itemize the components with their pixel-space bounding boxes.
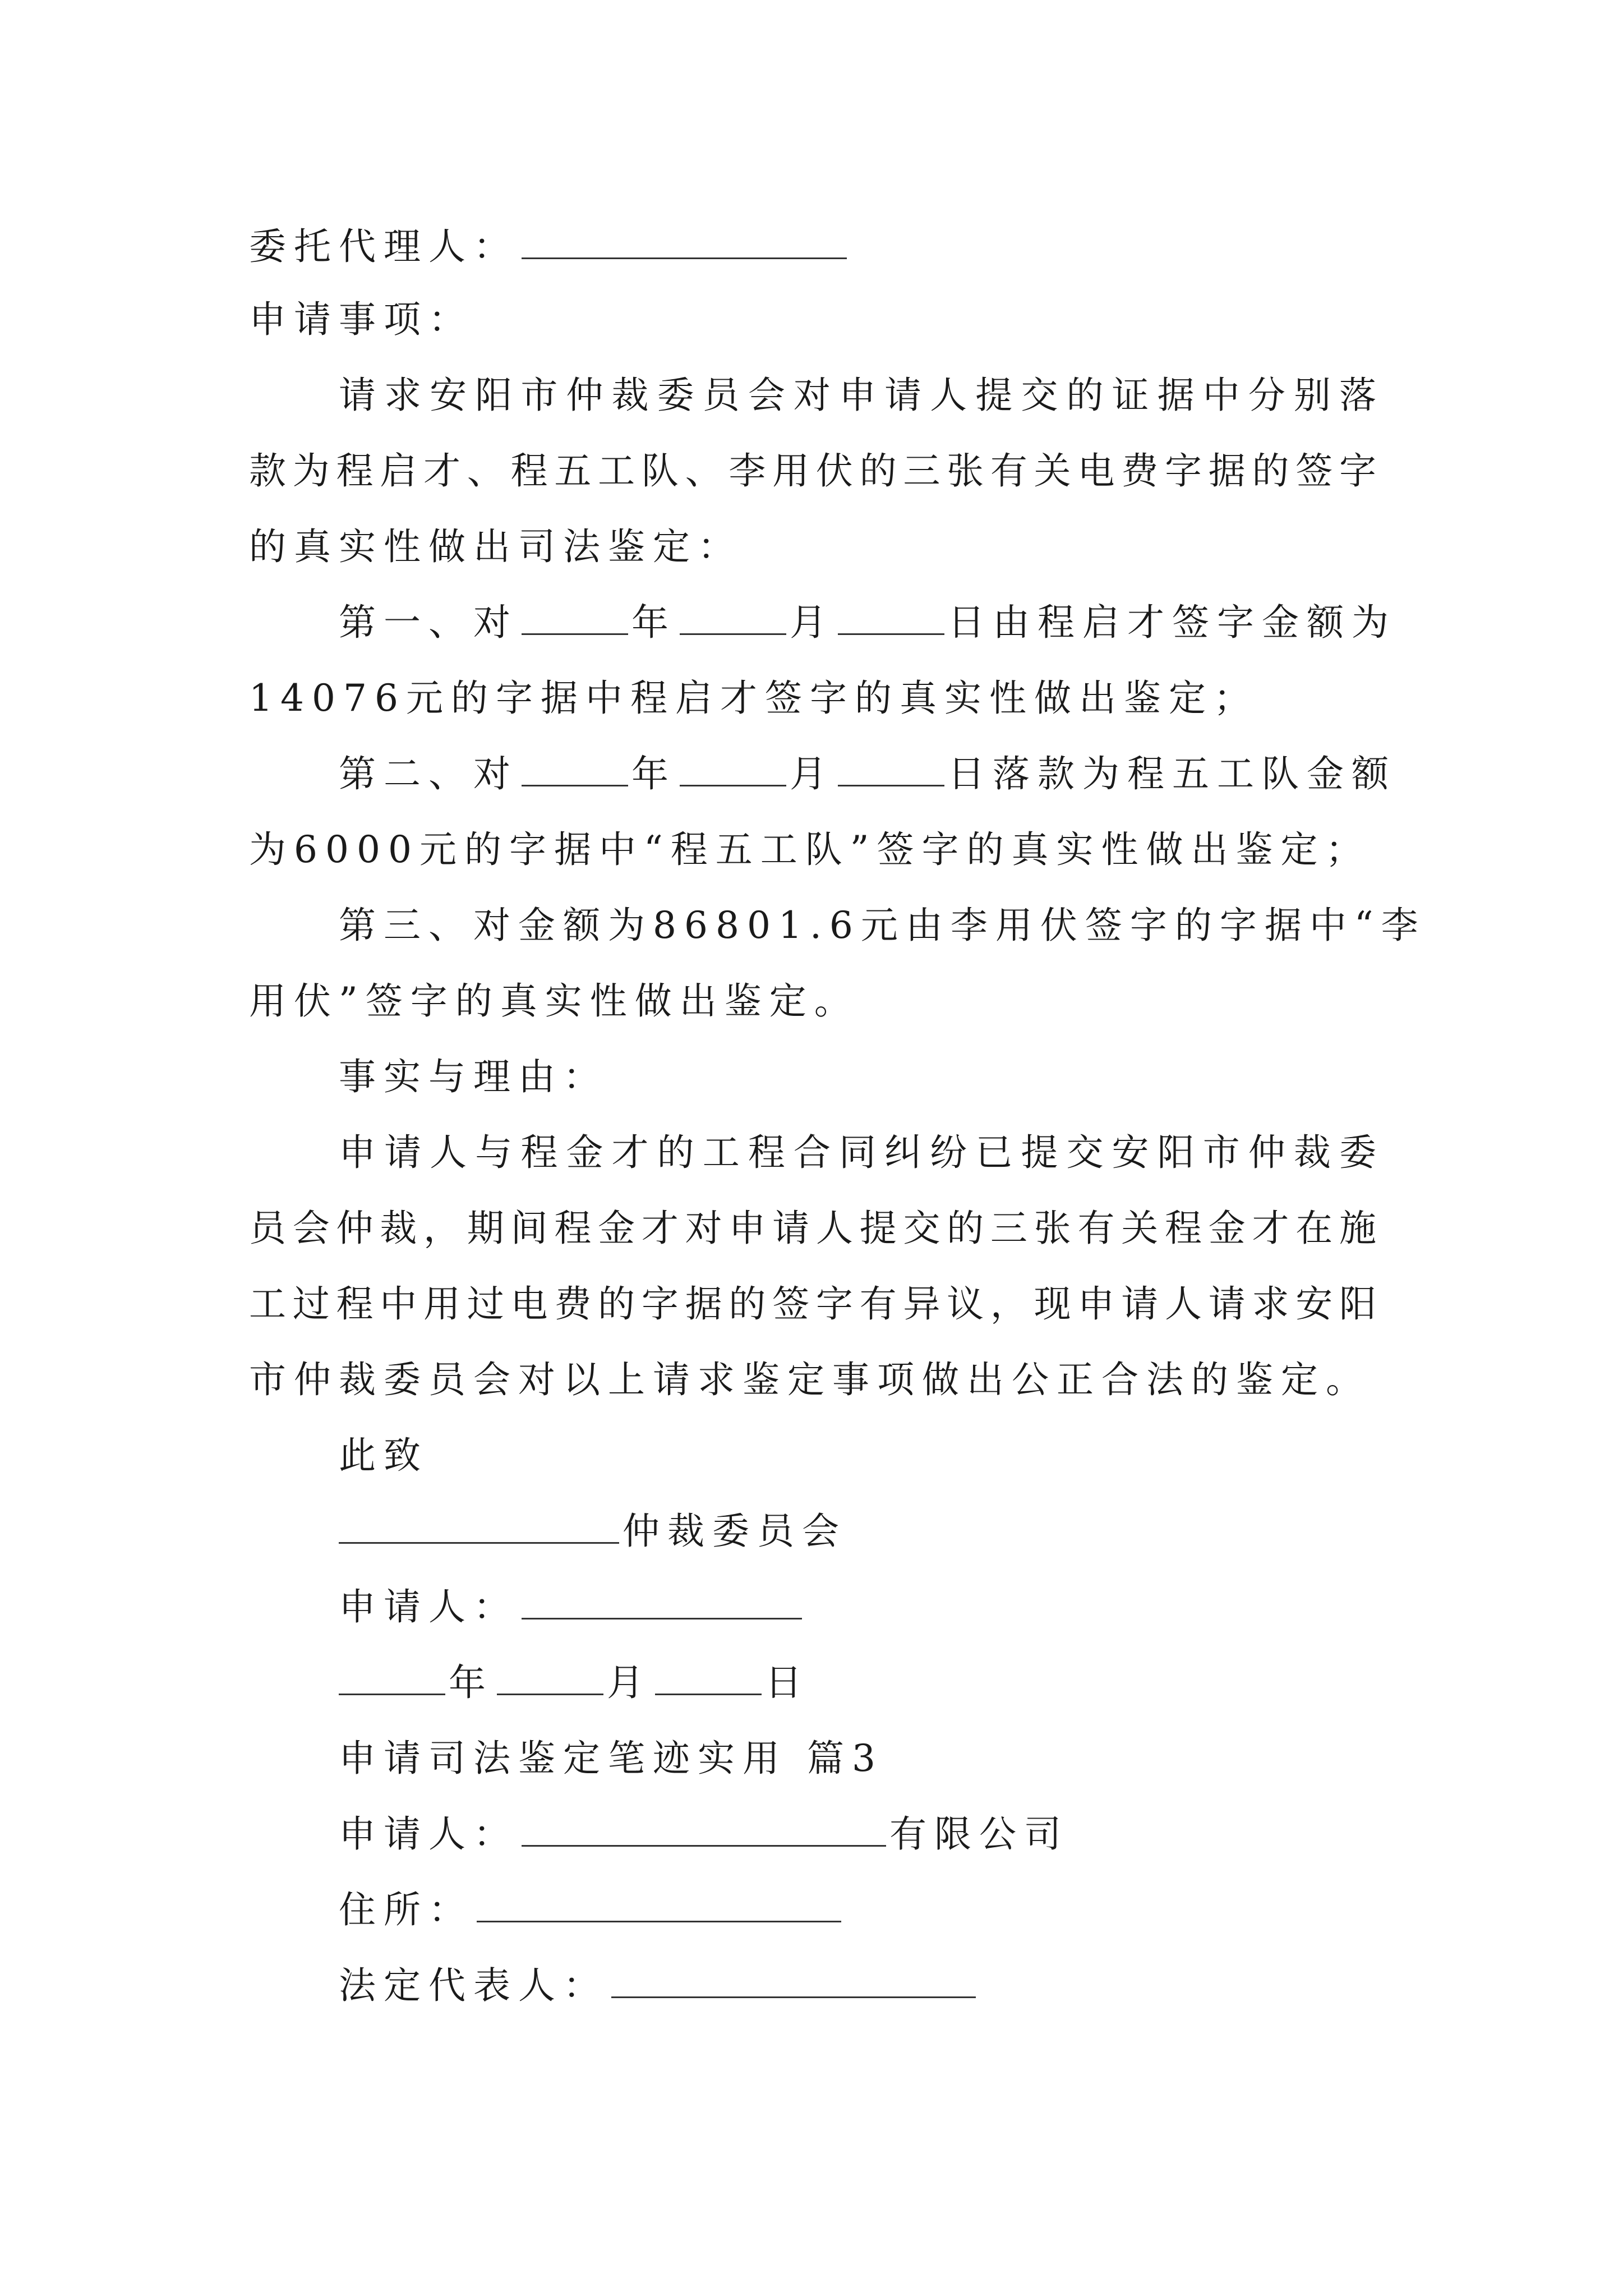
date-year-blank [339,1661,445,1695]
request-para-line-2: 款为程启才、程五工队、李用伏的三张有关电费字据的签字 [249,449,1376,493]
facts-para-line-3: 工过程中用过电费的字据的签字有异议，现申请人请求安阳 [249,1282,1376,1326]
request-para-line-1: 请求安阳市仲裁委员会对申请人提交的证据中分别落 [339,374,1376,417]
item2-month-blank [680,752,786,786]
date-day: 日 [765,1661,810,1704]
legal-rep-label: 法定代表人： [339,1964,608,2007]
facts-para-line-2: 员会仲裁，期间程金才对申请人提交的三张有关程金才在施 [249,1207,1376,1250]
date-year: 年 [449,1661,494,1704]
item1-line-2: 14076元的字据中程启才签字的真实性做出鉴定； [249,677,1258,720]
committee-suffix: 仲裁委员会 [623,1510,847,1553]
address-label: 住所： [339,1888,473,1931]
item2-year: 年 [631,752,676,795]
agent-blank [522,225,847,259]
item1-suffix: 日由程启才签字金额为 [948,601,1396,644]
item1-month-blank [680,601,786,635]
applicant-blank [522,1585,802,1619]
facts-para-line-1: 申请人与程金才的工程合同纠纷已提交安阳市仲裁委 [339,1131,1376,1174]
applicant2-line [339,1812,1466,1857]
item1-year-blank [522,601,628,635]
applicant2-blank [522,1812,886,1847]
agent-label: 委托代理人： [249,225,518,268]
item1-month: 月 [790,601,834,644]
request-para-line-3: 的真实性做出司法鉴定： [249,525,743,568]
item2-day-blank [838,752,944,786]
item2-year-blank [522,752,628,786]
date-month-blank [497,1661,603,1695]
item2-suffix: 日落款为程五工队金额 [948,752,1396,795]
date-day-blank [655,1661,762,1695]
item2-month: 月 [790,752,834,795]
item1-line-1 [339,600,1466,645]
applicant-label: 申请人： [339,1585,518,1628]
item1-day-blank [838,601,944,635]
legal-rep-blank [611,1964,976,1998]
item2-prefix: 第二、对 [339,752,518,795]
item2-line-2: 为6000元的字据中“程五工队”签字的真实性做出鉴定； [249,828,1371,871]
company-suffix: 有限公司 [889,1812,1069,1856]
item1-prefix: 第一、对 [339,601,518,644]
facts-heading: 事实与理由： [339,1055,608,1098]
date-line [339,1660,1466,1705]
request-items-heading: 申请事项： [249,298,473,341]
legal-rep-line [339,1963,1466,2008]
applicant-line [339,1585,1466,1630]
applicant2-label: 申请人： [339,1812,518,1856]
section-title: 申请司法鉴定笔迹实用 篇3 [339,1737,883,1780]
address-line [339,1888,1466,1932]
item3-line-2: 用伏”签字的真实性做出鉴定。 [249,979,859,1023]
closing: 此致 [339,1434,428,1477]
address-blank [477,1888,841,1922]
item3-line-1: 第三、对金额为86801.6元由李用伏签字的字据中“李 [339,904,1426,947]
facts-para-line-4: 市仲裁委员会对以上请求鉴定事项做出公正合法的鉴定。 [249,1358,1371,1401]
date-month: 月 [607,1661,652,1704]
item1-year: 年 [631,601,676,644]
committee-line [339,1509,1466,1554]
item2-line-1 [339,752,1466,797]
agent-line [249,224,1376,269]
committee-blank [339,1510,619,1544]
